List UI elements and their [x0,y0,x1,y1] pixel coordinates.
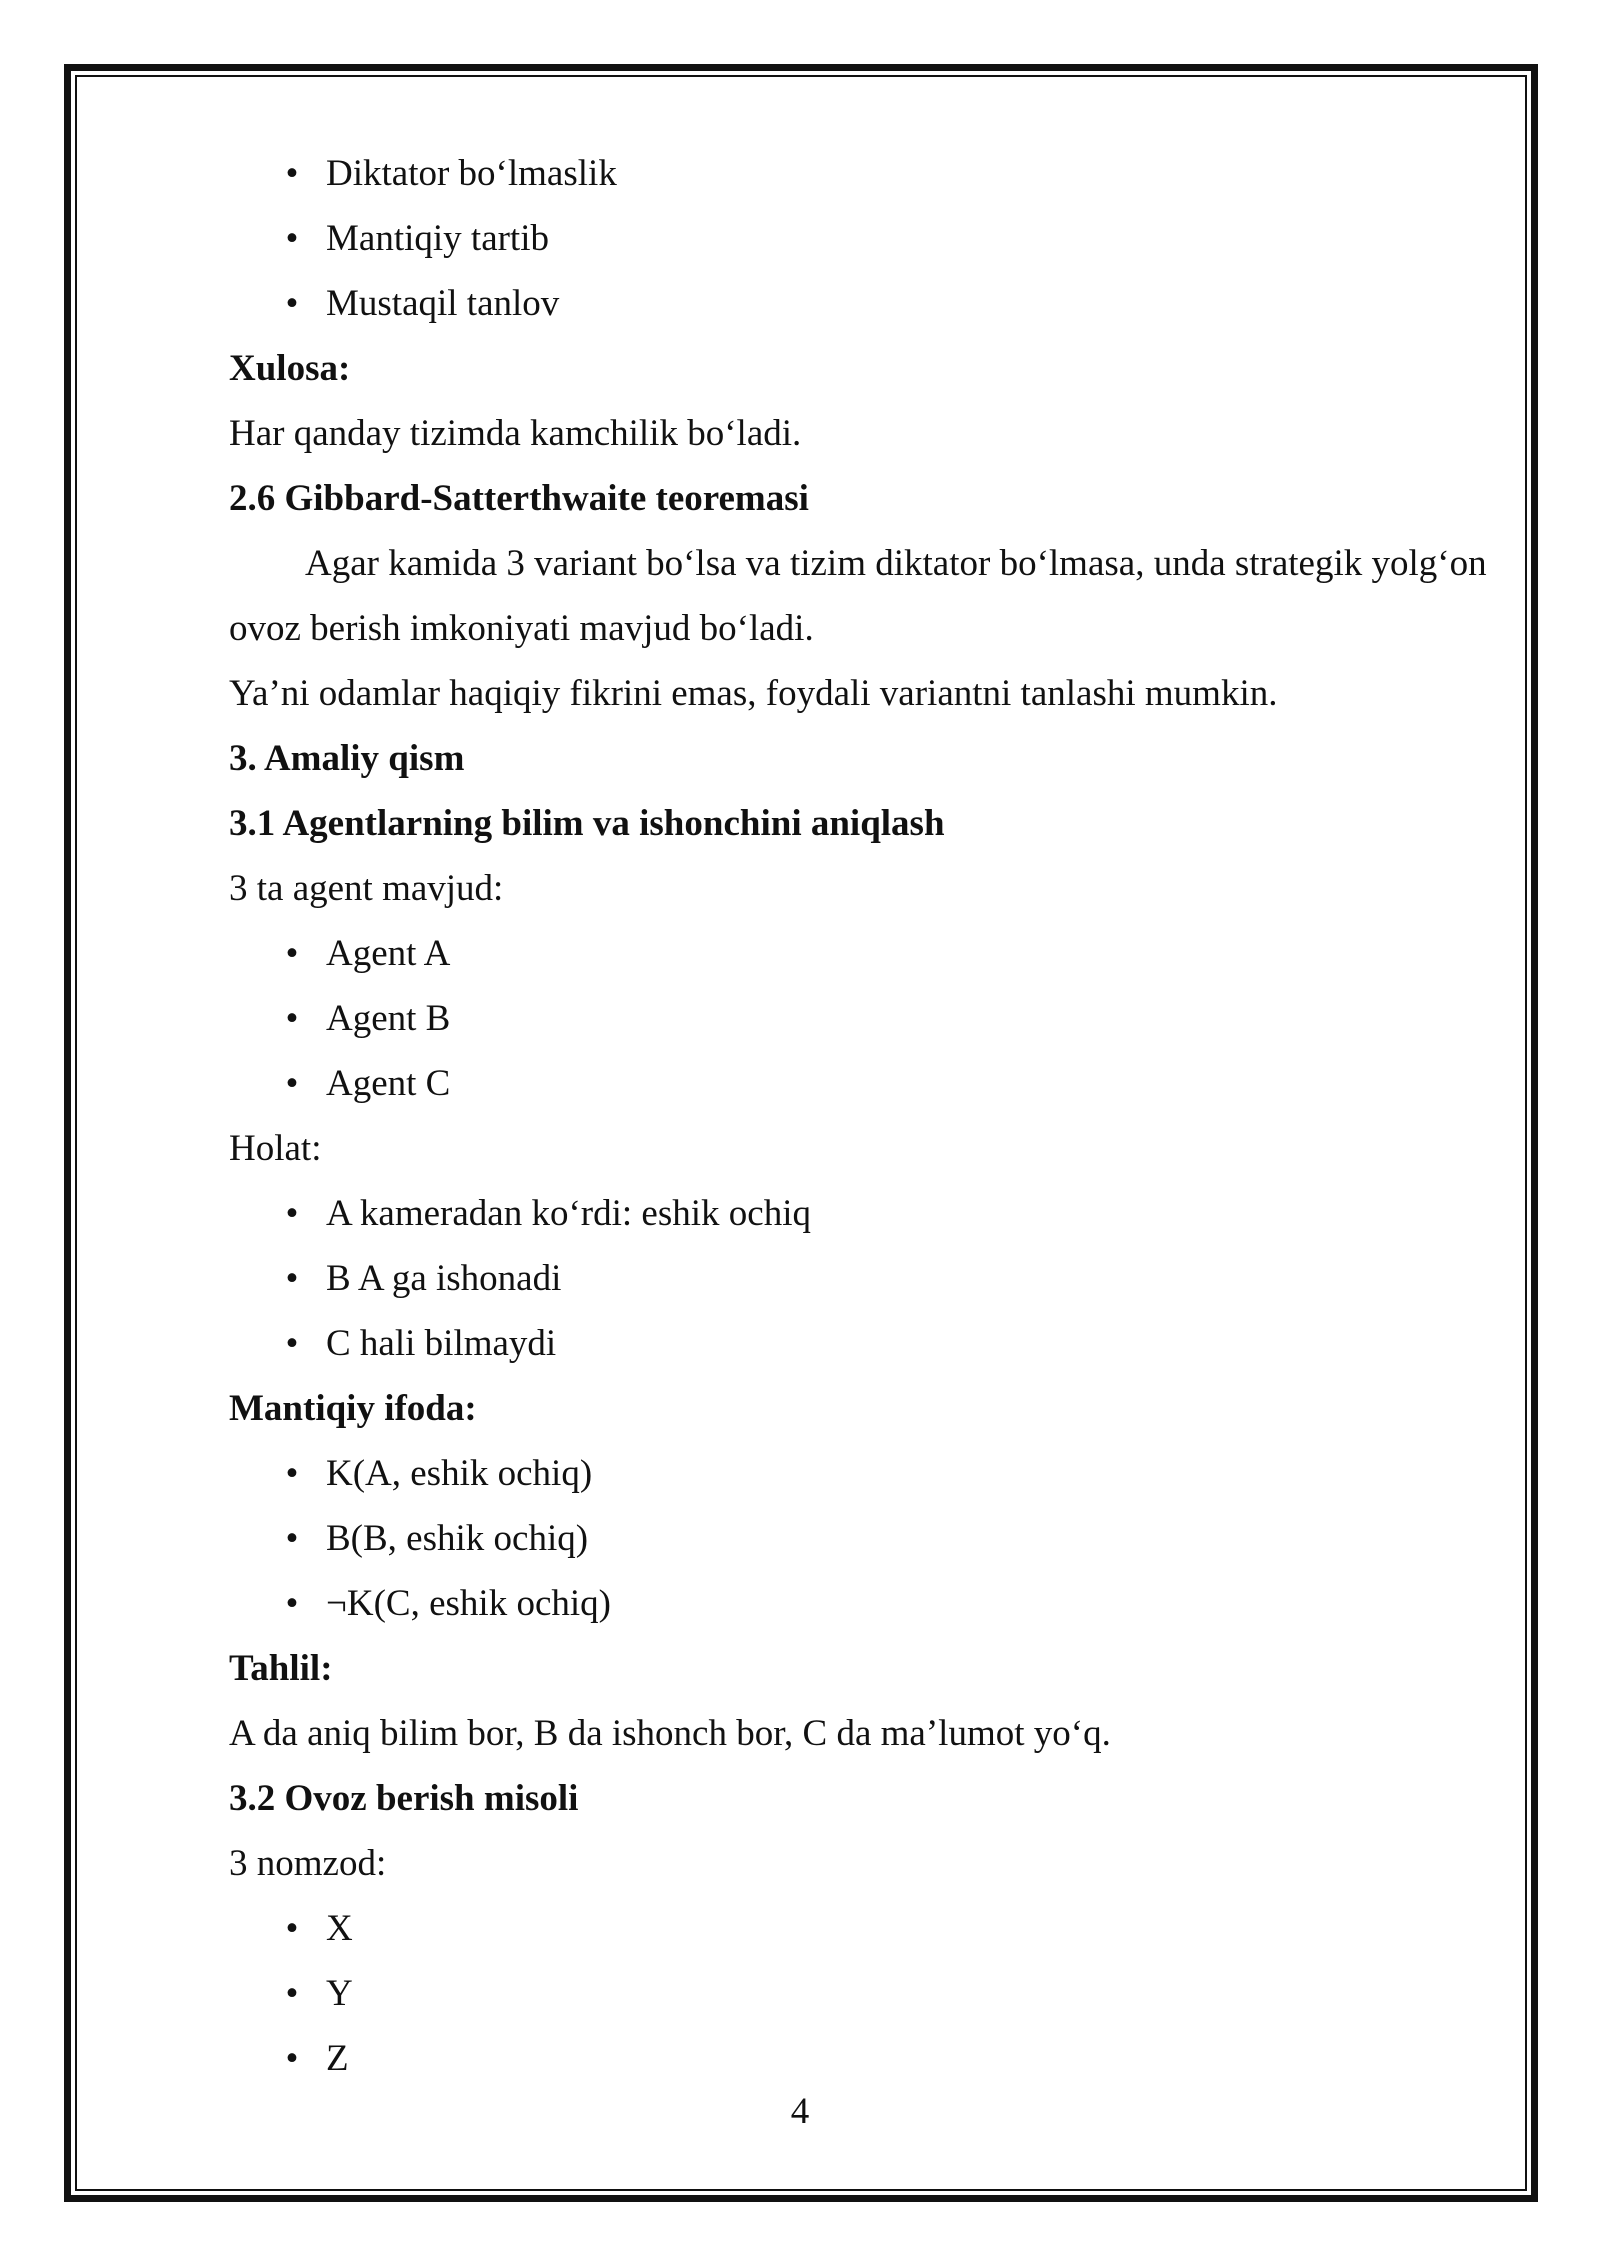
section-heading: Xulosa: [229,348,351,389]
list-item-text: Agent A [326,933,451,974]
bullet-icon: • [285,1973,299,2014]
list-item [229,1320,1504,1385]
section-heading: Mantiqiy ifoda: [229,1388,477,1429]
list-item-text: ¬K(C, eshik ochiq) [326,1583,611,1624]
list-item [229,150,1504,215]
paragraph-line: Holat: [229,1128,322,1169]
bullet-icon: • [285,1323,299,1364]
list-item-text: Agent B [326,998,451,1039]
list-item [229,930,1504,995]
list-item-text: X [326,1908,353,1949]
bullet-icon: • [285,1193,299,1234]
list-item-text: Diktator bo‘lmaslik [326,153,617,194]
paragraph-line: Ya’ni odamlar haqiqiy fikrini emas, foydali variantni tanlashi mumkin. [229,673,1278,714]
list-item [229,1905,1504,1970]
paragraph-line: 3 nomzod: [229,1843,387,1884]
list-item [229,1580,1504,1645]
bullet-icon: • [285,1063,299,1104]
list-item [229,1255,1504,1320]
list-item-text: Agent C [326,1063,451,1104]
bullet-icon: • [285,1453,299,1494]
bullet-icon: • [285,2038,299,2079]
section-heading: 2.6 Gibbard-Satterthwaite teoremasi [229,478,809,519]
bullet-icon: • [285,1518,299,1559]
list-item-text: C hali bilmaydi [326,1323,557,1364]
list-item [229,1450,1504,1515]
list-item-text: B(B, eshik ochiq) [326,1518,589,1559]
bullet-icon: • [285,153,299,194]
bullet-icon: • [285,218,299,259]
section-heading: 3. Amaliy qism [229,738,465,779]
bullet-icon: • [285,283,299,324]
list-item-text: K(A, eshik ochiq) [326,1453,593,1494]
list-item [229,1515,1504,1580]
list-item-text: Mustaqil tanlov [326,283,560,324]
list-item-text: Z [326,2038,349,2079]
list-item-text: Y [326,1973,353,2014]
bullet-icon: • [285,1908,299,1949]
paragraph-first-line: Agar kamida 3 variant bo‘lsa va tizim diktator bo‘lmasa, unda strategik yolg‘on [305,543,1487,584]
section-heading: 3.1 Agentlarning bilim va ishonchini aniqlash [229,803,945,844]
bullet-icon: • [285,998,299,1039]
paragraph-line: A da aniq bilim bor, B da ishonch bor, C da ma’lumot yo‘q. [229,1713,1111,1754]
section-heading: Tahlil: [229,1648,333,1689]
list-item [229,995,1504,1060]
list-item [229,215,1504,280]
paragraph-line: Har qanday tizimda kamchilik bo‘ladi. [229,413,802,454]
bullet-icon: • [285,1258,299,1299]
paragraph-line: ovoz berish imkoniyati mavjud bo‘ladi. [229,608,814,649]
list-item-text: A kameradan ko‘rdi: eshik ochiq [326,1193,811,1234]
bullet-icon: • [285,1583,299,1624]
list-item [229,1060,1504,1125]
document-body [229,150,1504,2100]
list-item [229,280,1504,345]
page-number: 4 [790,2091,810,2132]
section-heading: 3.2 Ovoz berish misoli [229,1778,579,1819]
list-item-text: Mantiqiy tartib [326,218,549,259]
list-item-text: B A ga ishonadi [326,1258,562,1299]
bullet-icon: • [285,933,299,974]
list-item [229,1970,1504,2035]
paragraph-line: 3 ta agent mavjud: [229,868,504,909]
list-item [229,1190,1504,1255]
